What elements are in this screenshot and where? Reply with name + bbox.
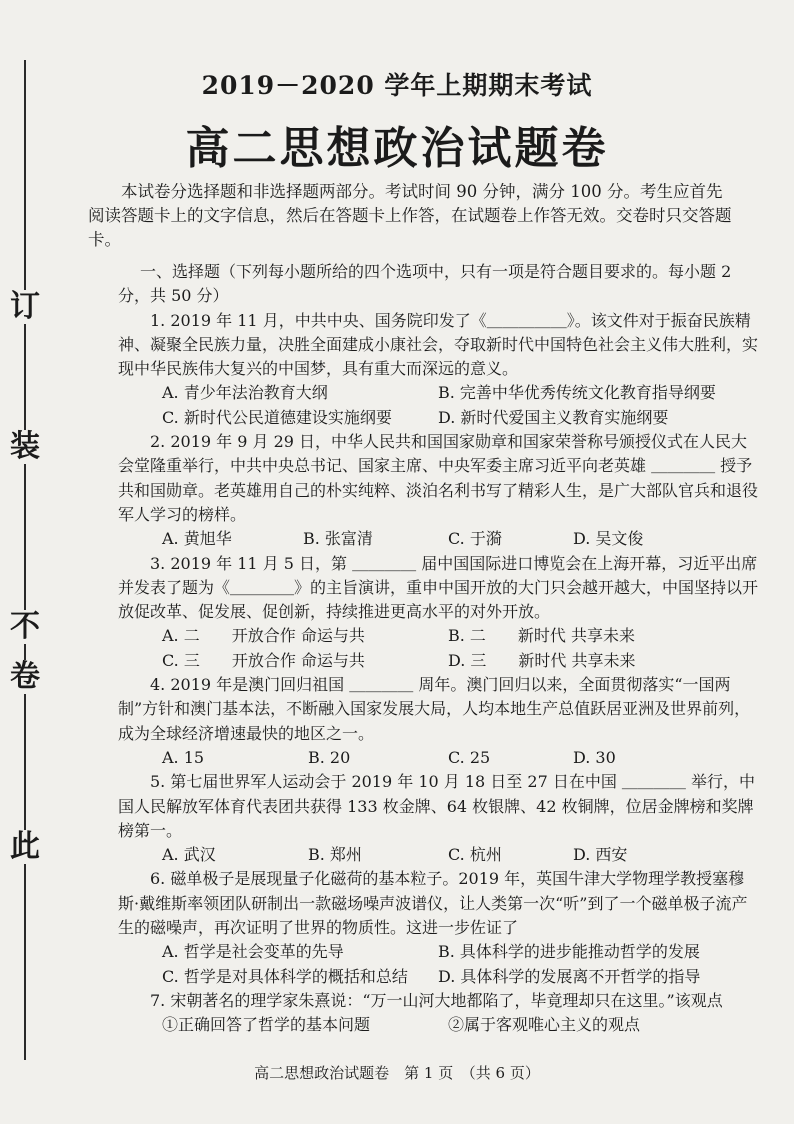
page-footer: 高二思想政治试题卷 第 1 页 （共 6 页） [254,1064,540,1082]
binding-char: 卷 [10,659,40,694]
option: D. 具体科学的发展离不开哲学的指导 [438,966,701,986]
option: A. 15 [162,747,205,767]
option: B. 具体科学的进步能推动哲学的发展 [438,942,700,962]
binding-char: 不 [10,609,40,644]
options-row [118,746,758,770]
exam-instructions: 本试卷分选择题和非选择题两部分。考试时间 90 分钟，满分 100 分。考生应首先阅读答题卡上的文字信息，然后在答题卡上作答，在试题卷上作答无效。交卷时只交答题卡。 [88,182,732,249]
option: C. 新时代公民道德建设实施纲要 [162,407,392,427]
option: C. 杭州 [448,845,502,865]
options-row [118,406,758,430]
option: D. 西安 [573,845,628,865]
option: C. 25 [448,747,491,767]
options-row [118,624,758,648]
option: D. 新时代爱国主义教育实施纲要 [438,407,669,427]
option: A. 武汉 [162,845,216,865]
option: C. 哲学是对具体科学的概括和总结 [162,966,408,986]
question-stem: 1. 2019 年 11 月，中共中央、国务院印发了《＿＿＿＿＿》。该文件对于振奋民族精神、凝聚全民族力量，决胜全面建成小康社会，夺取新时代中国特色社会主义伟大胜利，实现中华民族伟大复兴的中国梦，具有重大而深远的意义。 [118,310,759,379]
exam-title-line2: 高二思想政治试题卷 [185,123,609,174]
question-area [118,260,758,1038]
section-heading: 一、选择题（下列每小题所给的四个选项中，只有一项是符合题目要求的。每小题 2 分，共 50 分） [118,262,732,306]
option: B. 郑州 [308,845,362,865]
question-stem: 5. 第七届世界军人运动会于 2019 年 10 月 18 日至 27 日在中国 ＿＿＿＿ 举行，中国人民解放军体育代表团共获得 133 枚金牌、64 枚银牌、42 枚铜牌，位居金牌榜和奖牌榜第一。 [118,772,756,840]
exam-title-line1: 2019－2020 学年上期期末考试 [201,71,593,100]
options-row [118,527,758,551]
binding-char: 订 [10,289,40,324]
option: A. 哲学是社会变革的先导 [162,942,344,962]
option: B. 张富清 [303,529,373,549]
option: C. 三 开放合作 命运与共 [162,650,365,670]
option: ②属于客观唯心主义的观点 [448,1015,641,1035]
binding-line [24,60,26,1060]
option: A. 二 开放合作 命运与共 [162,626,365,646]
question-stem: 6. 磁单极子是展现量子化磁荷的基本粒子。2019 年，英国牛津大学物理学教授塞穆斯·戴维斯率领团队研制出一款磁场噪声波谱仪，让人类第一次“听”到了一个磁单极子流产生的磁噪声，再次证明了世界的物质性。这进一步佐证了 [118,869,748,938]
binding-margin [10,60,40,1060]
binding-char: 装 [10,429,40,464]
question-stem: 3. 2019 年 11 月 5 日，第 ＿＿＿＿ 届中国国际进口博览会在上海开幕，习近平出席并发表了题为《＿＿＿＿》的主旨演讲，重申中国开放的大门只会越开越大，中国坚持以开放促改革、促发展、促创新，持续推进更高水平的对外开放。 [118,553,759,622]
question-stem: 7. 宋朝著名的理学家朱熹说：“万一山河大地都陷了，毕竟理却只在这里。”该观点 [150,990,723,1010]
options-row [118,649,758,673]
option: ①正确回答了哲学的基本问题 [162,1015,371,1035]
options-row [118,1013,758,1037]
option: B. 完善中华优秀传统文化教育指导纲要 [438,383,716,403]
question-stem: 2. 2019 年 9 月 29 日，中华人民共和国国家勋章和国家荣誉称号颁授仪式在人民大会堂隆重举行，中共中央总书记、国家主席、中央军委主席习近平向老英雄 ＿＿＿＿ 授予共和国勋章。老英雄用自己的朴实纯粹、淡泊名利书写了精彩人生，是广大部队官兵和退役军人学习的榜样。 [118,432,759,524]
option: D. 30 [573,747,616,767]
option: D. 吴文俊 [573,529,644,549]
option: B. 20 [308,747,351,767]
options-row [118,940,758,964]
binding-char: 此 [10,829,40,864]
option: D. 三 新时代 共享未来 [448,650,636,670]
question-stem: 4. 2019 年是澳门回归祖国 ＿＿＿＿ 周年。澳门回归以来，全面贯彻落实“一国两制”方针和澳门基本法，不断融入国家发展大局，人均本地生产总值跃居亚洲及世界前列，成为全球经济增速最快的地区之一。 [118,675,751,743]
options-row [118,381,758,405]
options-row [118,965,758,989]
option: B. 二 新时代 共享未来 [448,626,636,646]
options-row [118,843,758,867]
option: C. 于漪 [448,529,502,549]
option: A. 青少年法治教育大纲 [162,383,328,403]
option: A. 黄旭华 [162,529,232,549]
